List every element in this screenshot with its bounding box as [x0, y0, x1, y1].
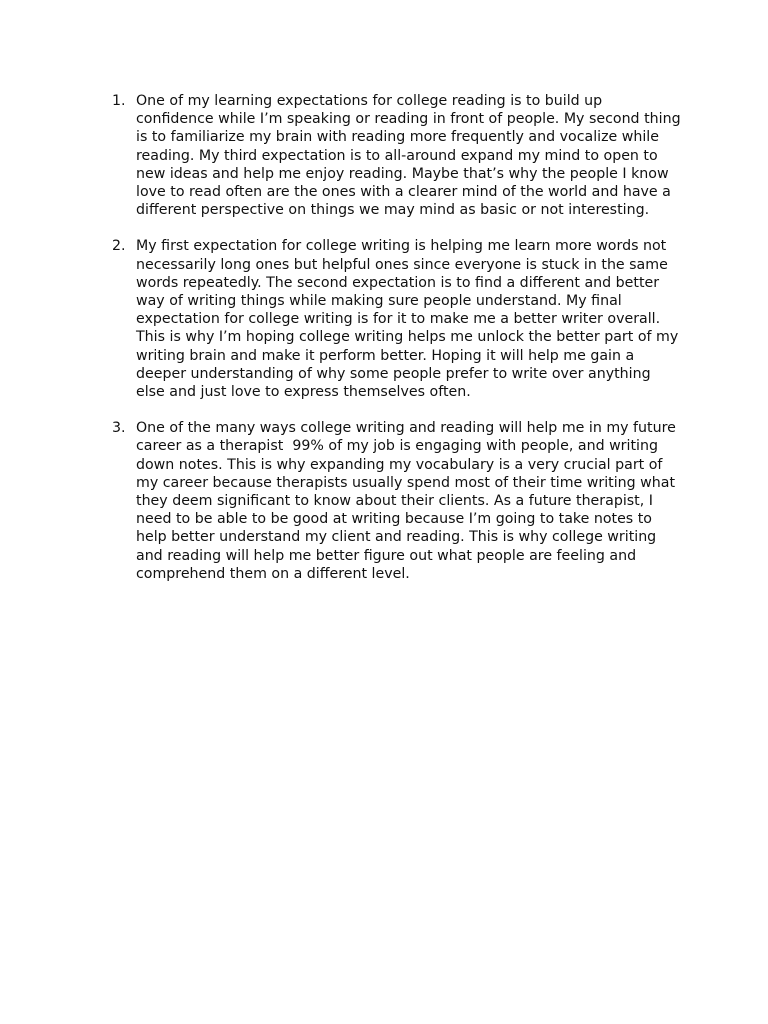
- list-item-number: 1.: [112, 93, 126, 109]
- list-item-number: 3.: [112, 420, 126, 437]
- list-item-text: One of my learning expectations for college reading is to build up confidence while I’m speaking or reading in front of people. My second thing is to familiarize my brain with reading more frequently and vocalize while reading. My third expectation is to all-around expand my mind to open to new ideas and help me enjoy reading. Maybe that’s why the people I know love to read often are the ones with a clearer mind of the world and have a different perspective on things we may mind as basic or not interesting.: [136, 93, 686, 219]
- numbered-list: [112, 92, 686, 601]
- list-item-text: My first expectation for college writing is helping me learn more words not necessarily long ones but helpful ones since everyone is stuck in the same words repeatedly. The second expectation is to find a different and better way of writing things while making sure people understand. My final expectation for college writing is for it to make me a better writer overall. This is why I’m hoping college writing helps me unlock the better part of my writing brain and make it perform better. Hoping it will help me gain a deeper understanding of why some people prefer to write over anything else and just love to express themselves often.: [136, 238, 683, 401]
- list-item: [112, 237, 682, 401]
- list-item: [112, 419, 682, 583]
- list-item: [112, 92, 686, 219]
- list-item-number: 2.: [112, 238, 126, 255]
- list-item-text: One of the many ways college writing and reading will help me in my future career as a therapist 99% of my job is engaging with people, and writing down notes. This is why expanding my vocabulary is a very crucial part of my career because therapists usually spend most of their time writing what they deem significant to know about their clients. As a future therapist, I need to be able to be good at writing because I’m going to take notes to help better understand my client and reading. This is why college writing and reading will help me better figure out what people are feeling and comprehend them on a different level.: [136, 420, 681, 582]
